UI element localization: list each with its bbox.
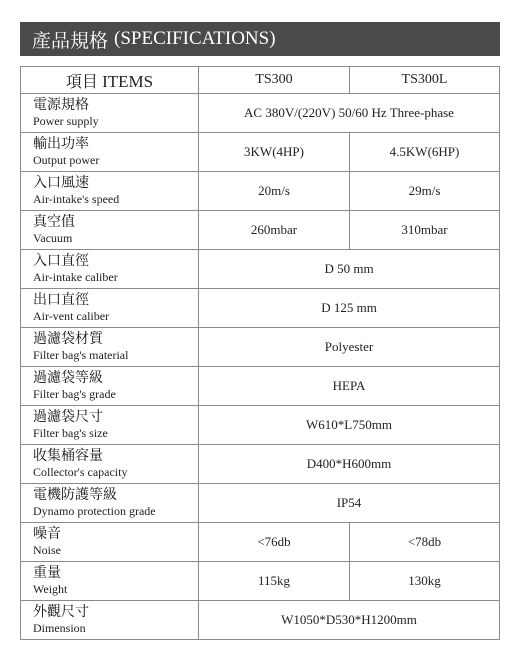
row-label-en: Dimension	[33, 621, 86, 635]
row-label	[21, 601, 199, 640]
row-value-ts300l: 29m/s	[350, 172, 500, 211]
row-label-en: Filter bag's size	[33, 426, 108, 440]
table-row	[21, 601, 500, 640]
row-label-en: Noise	[33, 543, 61, 557]
table-row	[21, 484, 500, 523]
table-row	[21, 172, 500, 211]
row-value-ts300l: 310mbar	[350, 211, 500, 250]
row-label-zh: 過濾袋尺寸	[33, 409, 103, 425]
row-value-merged: Polyester	[199, 328, 500, 367]
row-label-en: Air-intake caliber	[33, 270, 118, 284]
row-label	[21, 406, 199, 445]
items-column-header	[21, 67, 199, 94]
row-value-ts300l: 4.5KW(6HP)	[350, 133, 500, 172]
items-header-zh: 項目	[65, 71, 98, 91]
table-row	[21, 289, 500, 328]
row-label	[21, 250, 199, 289]
row-value-ts300: 260mbar	[199, 211, 350, 250]
row-value-ts300: 3KW(4HP)	[199, 133, 350, 172]
row-label-zh: 出口直徑	[33, 292, 89, 308]
specifications-table	[20, 66, 500, 640]
row-label-en: Air-intake's speed	[33, 192, 120, 206]
row-label	[21, 367, 199, 406]
table-row	[21, 406, 500, 445]
table-row	[21, 445, 500, 484]
row-value-ts300l: 130kg	[350, 562, 500, 601]
table-row	[21, 133, 500, 172]
row-label-en: Filter bag's material	[33, 348, 129, 362]
row-label-zh: 入口直徑	[33, 253, 89, 269]
row-value-merged: W1050*D530*H1200mm	[199, 601, 500, 640]
table-row	[21, 523, 500, 562]
row-label-zh: 輸出功率	[33, 136, 89, 152]
row-label	[21, 445, 199, 484]
row-label-en: Dynamo protection grade	[33, 504, 156, 518]
row-value-ts300l: <78db	[350, 523, 500, 562]
row-label-en: Air-vent caliber	[33, 309, 110, 323]
row-label-en: Vacuum	[33, 231, 73, 245]
row-value-ts300: <76db	[199, 523, 350, 562]
row-value-merged: D400*H600mm	[199, 445, 500, 484]
row-label-en: Collector's capacity	[33, 465, 128, 479]
table-row	[21, 367, 500, 406]
row-label	[21, 211, 199, 250]
row-label-zh: 外觀尺寸	[33, 604, 89, 620]
section-header	[20, 22, 500, 56]
model-header-ts300: TS300	[199, 67, 350, 94]
row-label	[21, 562, 199, 601]
row-label-en: Filter bag's grade	[33, 387, 116, 401]
row-label-zh: 收集桶容量	[33, 448, 103, 464]
row-value-merged: IP54	[199, 484, 500, 523]
row-label	[21, 484, 199, 523]
table-row	[21, 250, 500, 289]
row-label-en: Output power	[33, 153, 100, 167]
row-label	[21, 328, 199, 367]
row-value-merged: HEPA	[199, 367, 500, 406]
row-label-zh: 電源規格	[33, 97, 89, 113]
row-label-en: Power supply	[33, 114, 99, 128]
row-label-zh: 入口風速	[33, 175, 89, 191]
row-value-merged: D 50 mm	[199, 250, 500, 289]
row-value-merged: AC 380V/(220V) 50/60 Hz Three-phase	[199, 94, 500, 133]
header-title-en: (SPECIFICATIONS)	[114, 28, 276, 49]
row-label-zh: 重量	[33, 565, 61, 581]
row-label	[21, 172, 199, 211]
row-label-en: Weight	[33, 582, 68, 596]
table-row	[21, 211, 500, 250]
row-label	[21, 523, 199, 562]
table-row	[21, 328, 500, 367]
row-value-ts300: 115kg	[199, 562, 350, 601]
row-value-merged: W610*L750mm	[199, 406, 500, 445]
row-label	[21, 133, 199, 172]
row-label-zh: 電機防護等級	[33, 487, 117, 503]
table-header-row	[21, 67, 500, 94]
row-label-zh: 噪音	[33, 526, 61, 542]
model-header-ts300l: TS300L	[350, 67, 500, 94]
items-header-en: ITEMS	[102, 71, 154, 91]
table-row	[21, 94, 500, 133]
table-row	[21, 562, 500, 601]
row-label-zh: 真空值	[33, 214, 75, 230]
row-label	[21, 94, 199, 133]
row-label-zh: 過濾袋材質	[33, 331, 103, 347]
row-value-merged: D 125 mm	[199, 289, 500, 328]
header-title-zh: 產品規格	[32, 29, 109, 52]
row-label-zh: 過濾袋等級	[33, 370, 103, 386]
row-label	[21, 289, 199, 328]
row-value-ts300: 20m/s	[199, 172, 350, 211]
